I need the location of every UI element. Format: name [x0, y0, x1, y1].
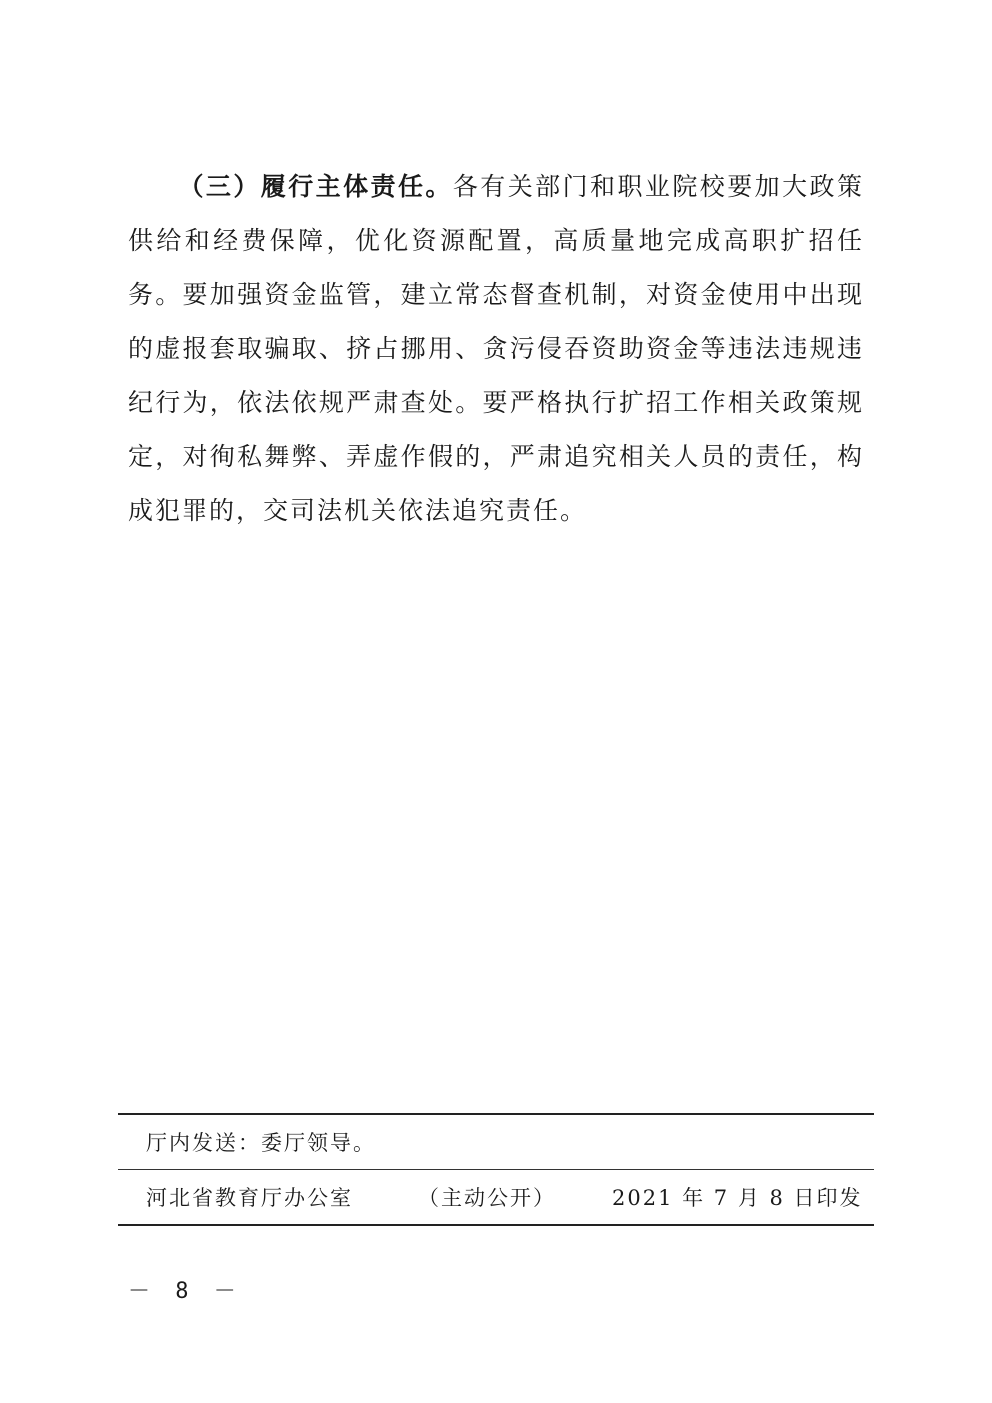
issuer-name: 河北省教育厅办公室 — [146, 1186, 353, 1210]
distribution-line — [118, 1115, 874, 1169]
section-paragraph — [128, 160, 864, 538]
disclosure-status: （主动公开） — [418, 1186, 556, 1210]
section-body: 各有关部门和职业院校要加大政策供给和经费保障，优化资源配置，高质量地完成高职扩招任务。要加强资金监管，建立常态督查机制，对资金使用中出现的虚报套取骗取、挤占挪用、贪污侵吞资助资金等违法违规违纪行为，依法依规严肃查处。要严格执行扩招工作相关政策规定，对徇私舞弊、弄虚作假的，严肃追究相关人员的责任，构成犯罪的，交司法机关依法追究责任。 — [128, 172, 864, 525]
footer-bottom-rule — [118, 1224, 874, 1226]
issuance-line — [118, 1170, 874, 1224]
section-heading: （三）履行主体责任。 — [178, 172, 453, 201]
page-number: － 8 － — [128, 1279, 242, 1304]
print-date: 2021 年 7 月 8 日印发 — [612, 1186, 863, 1210]
distribution-text: 厅内发送：委厅领导。 — [146, 1131, 376, 1155]
document-footer — [118, 1113, 874, 1226]
